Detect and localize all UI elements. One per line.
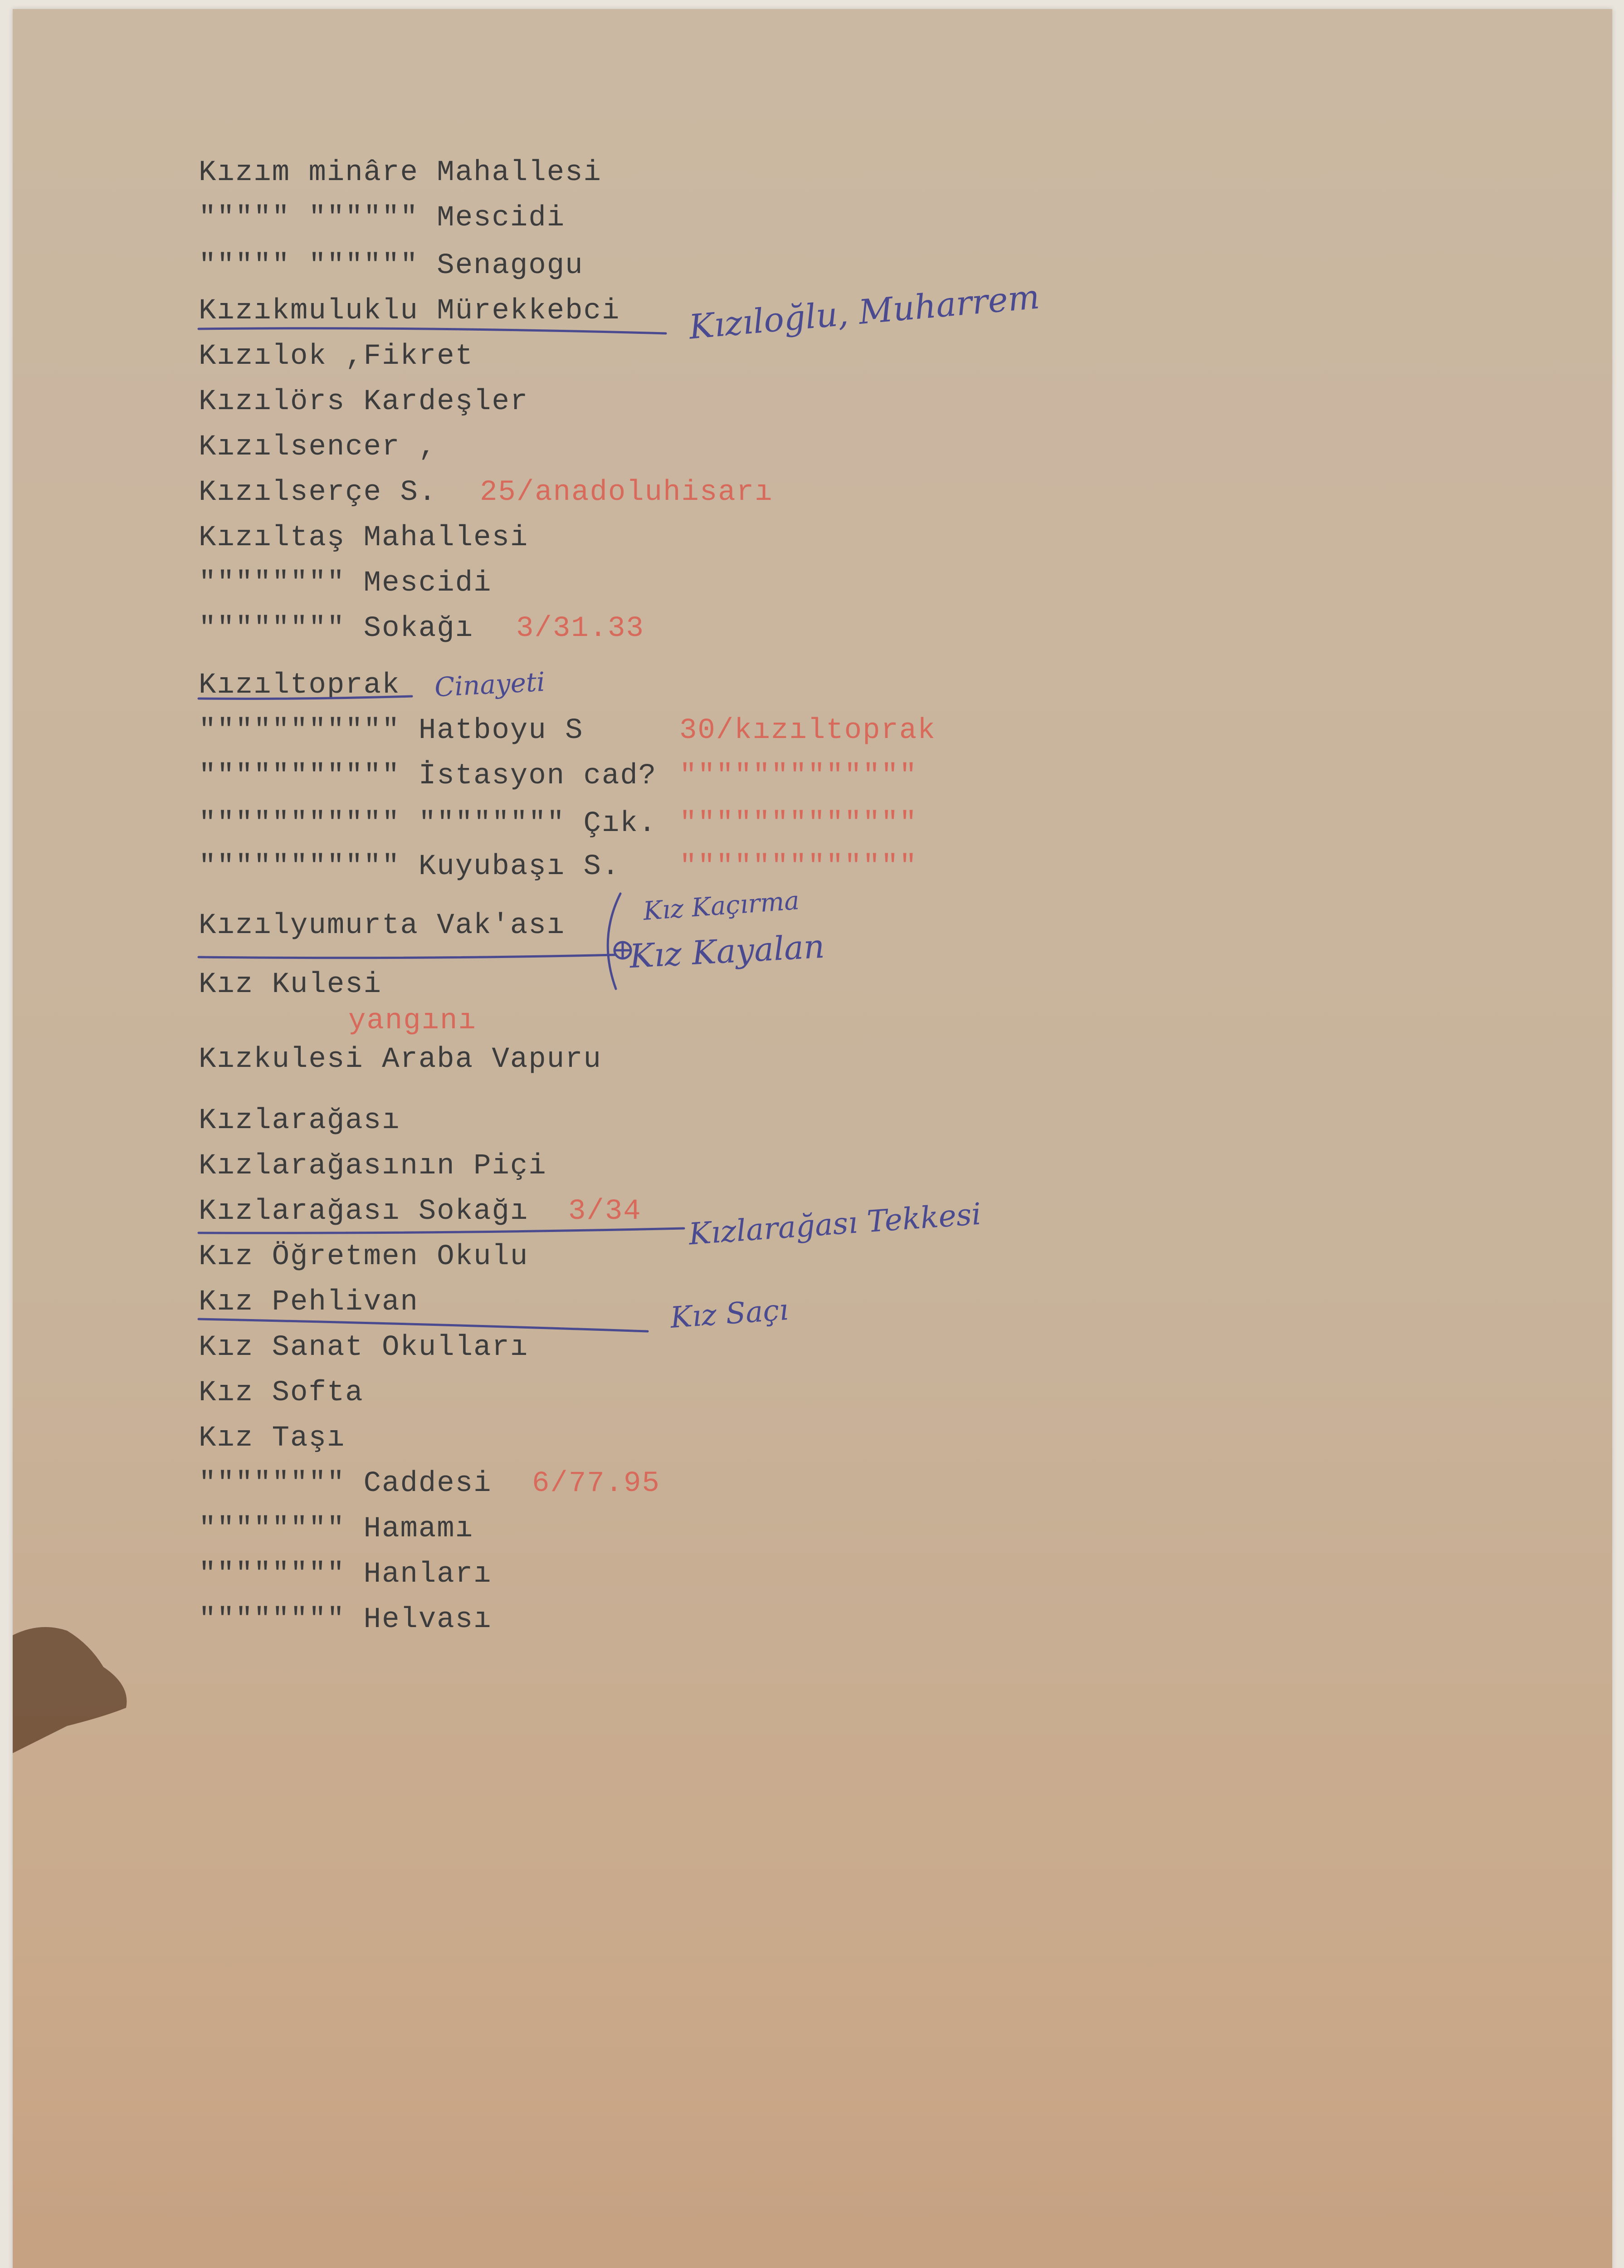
entry-kiz-sanat-okullari: Kız Sanat Okulları (199, 1331, 529, 1364)
ref-ditto-2: """"""""""""" (679, 807, 918, 840)
entry-kiz-tasi: Kız Taşı (199, 1422, 346, 1455)
entry-kizlaragasi-sokagi: Kızlarağası Sokağı (199, 1195, 529, 1228)
entry-kiziltoprak: Kızıltoprak (199, 669, 400, 702)
entry-kiziltoprak-istasyon: """"""""""" İstasyon cad? (199, 760, 657, 792)
underline-kizilyumurta (199, 955, 616, 958)
underline-kizlaragasi-sokagi (199, 1228, 684, 1233)
ref-ditto-1: """"""""""""" (679, 760, 918, 792)
entry-kizilyumurta-vakasi: Kızılyumurta Vak'ası (199, 909, 566, 942)
entry-kizilserce-s: Kızılserçe S. (199, 476, 437, 509)
entry-kizim-minare-senagogu: """"" """""" Senagogu (199, 249, 584, 282)
pen-marks (13, 9, 1612, 2268)
entry-kiz-tasi-hanlari: """""""" Hanları (199, 1558, 492, 1591)
entry-kizlaragasi: Kızlarağası (199, 1105, 400, 1137)
entry-kiziltas-mahallesi: Kızıltaş Mahallesi (199, 522, 529, 554)
entry-kiziltoprak-istasyon-cik: """"""""""" """""""" Çık. (199, 807, 657, 840)
entry-kiz-tasi-hamami: """""""" Hamamı (199, 1513, 474, 1545)
document-page (13, 9, 1612, 2268)
entry-kiz-softa: Kız Softa (199, 1377, 364, 1409)
entry-kizikmuluklu-murekkebci: Kızıkmuluklu Mürekkebci (199, 295, 620, 327)
ref-ditto-3: """"""""""""" (679, 850, 918, 883)
handwritten-kiz-saci: Kız Saçı (669, 1293, 790, 1335)
handwritten-kiz-kacirma: Kız Kaçırma (642, 886, 800, 926)
entry-kiz-ogretmen-okulu: Kız Öğretmen Okulu (199, 1241, 529, 1273)
bracket-kizilyumurta (608, 894, 620, 989)
ref-yangini: yangını (348, 1005, 477, 1037)
underline-kiz-pehlivan (199, 1319, 648, 1331)
handwritten-cinayeti: Cinayeti (434, 666, 546, 703)
entry-kiziltoprak-kuyubasi: """"""""""" Kuyubaşı S. (199, 850, 620, 883)
entry-kizlaragasinin-pici: Kızlarağasının Piçi (199, 1150, 547, 1183)
entry-kizim-minare-mahallesi: Kızım minâre Mahallesi (199, 156, 602, 189)
entry-kiziltoprak-hatboyu: """"""""""" Hatboyu S (199, 714, 584, 747)
ref-kiziltoprak-hatboyu: 30/kızıltoprak (679, 714, 936, 747)
ref-kizilserce: 25/anadoluhisarı (480, 476, 773, 509)
coffee-stain (13, 1617, 135, 1753)
entry-kiziltas-mescidi: """""""" Mescidi (199, 567, 492, 600)
underline-murekkebci (199, 328, 666, 333)
handwritten-kiziloglu-muharrem: Kızıloğlu, Muharrem (687, 277, 1041, 347)
underline-kiziltoprak (199, 696, 412, 699)
entry-kizim-minare-mescidi: """"" """""" Mescidi (199, 202, 566, 235)
handwritten-kizlaragasi-tekkesi: Kızlarağası Tekkesi (688, 1196, 982, 1252)
entry-kiz-tasi-caddesi: """""""" Caddesi (199, 1467, 492, 1500)
ref-kizlaragasi-sokagi: 3/34 (568, 1195, 642, 1228)
entry-kizkulesi-araba-vapuru: Kızkulesi Araba Vapuru (199, 1043, 602, 1076)
entry-kiz-kulesi: Kız Kulesi (199, 968, 382, 1001)
ref-kiz-tasi-caddesi: 6/77.95 (532, 1467, 660, 1500)
entry-kizilsencer: Kızılsencer , (199, 431, 437, 464)
handwritten-kiz-kayalan: Kız Kayalan (629, 927, 826, 976)
entry-kiziltas-sokagi: """""""" Sokağı (199, 612, 474, 645)
entry-kizilors-kardesler: Kızılörs Kardeşler (199, 386, 529, 418)
ref-kiziltas-sokagi: 3/31.33 (516, 612, 644, 645)
entry-kiz-pehlivan: Kız Pehlivan (199, 1286, 419, 1319)
entry-kizilok-fikret: Kızılok ,Fikret (199, 340, 474, 373)
entry-kiz-tasi-helvasi: """""""" Helvası (199, 1603, 492, 1636)
